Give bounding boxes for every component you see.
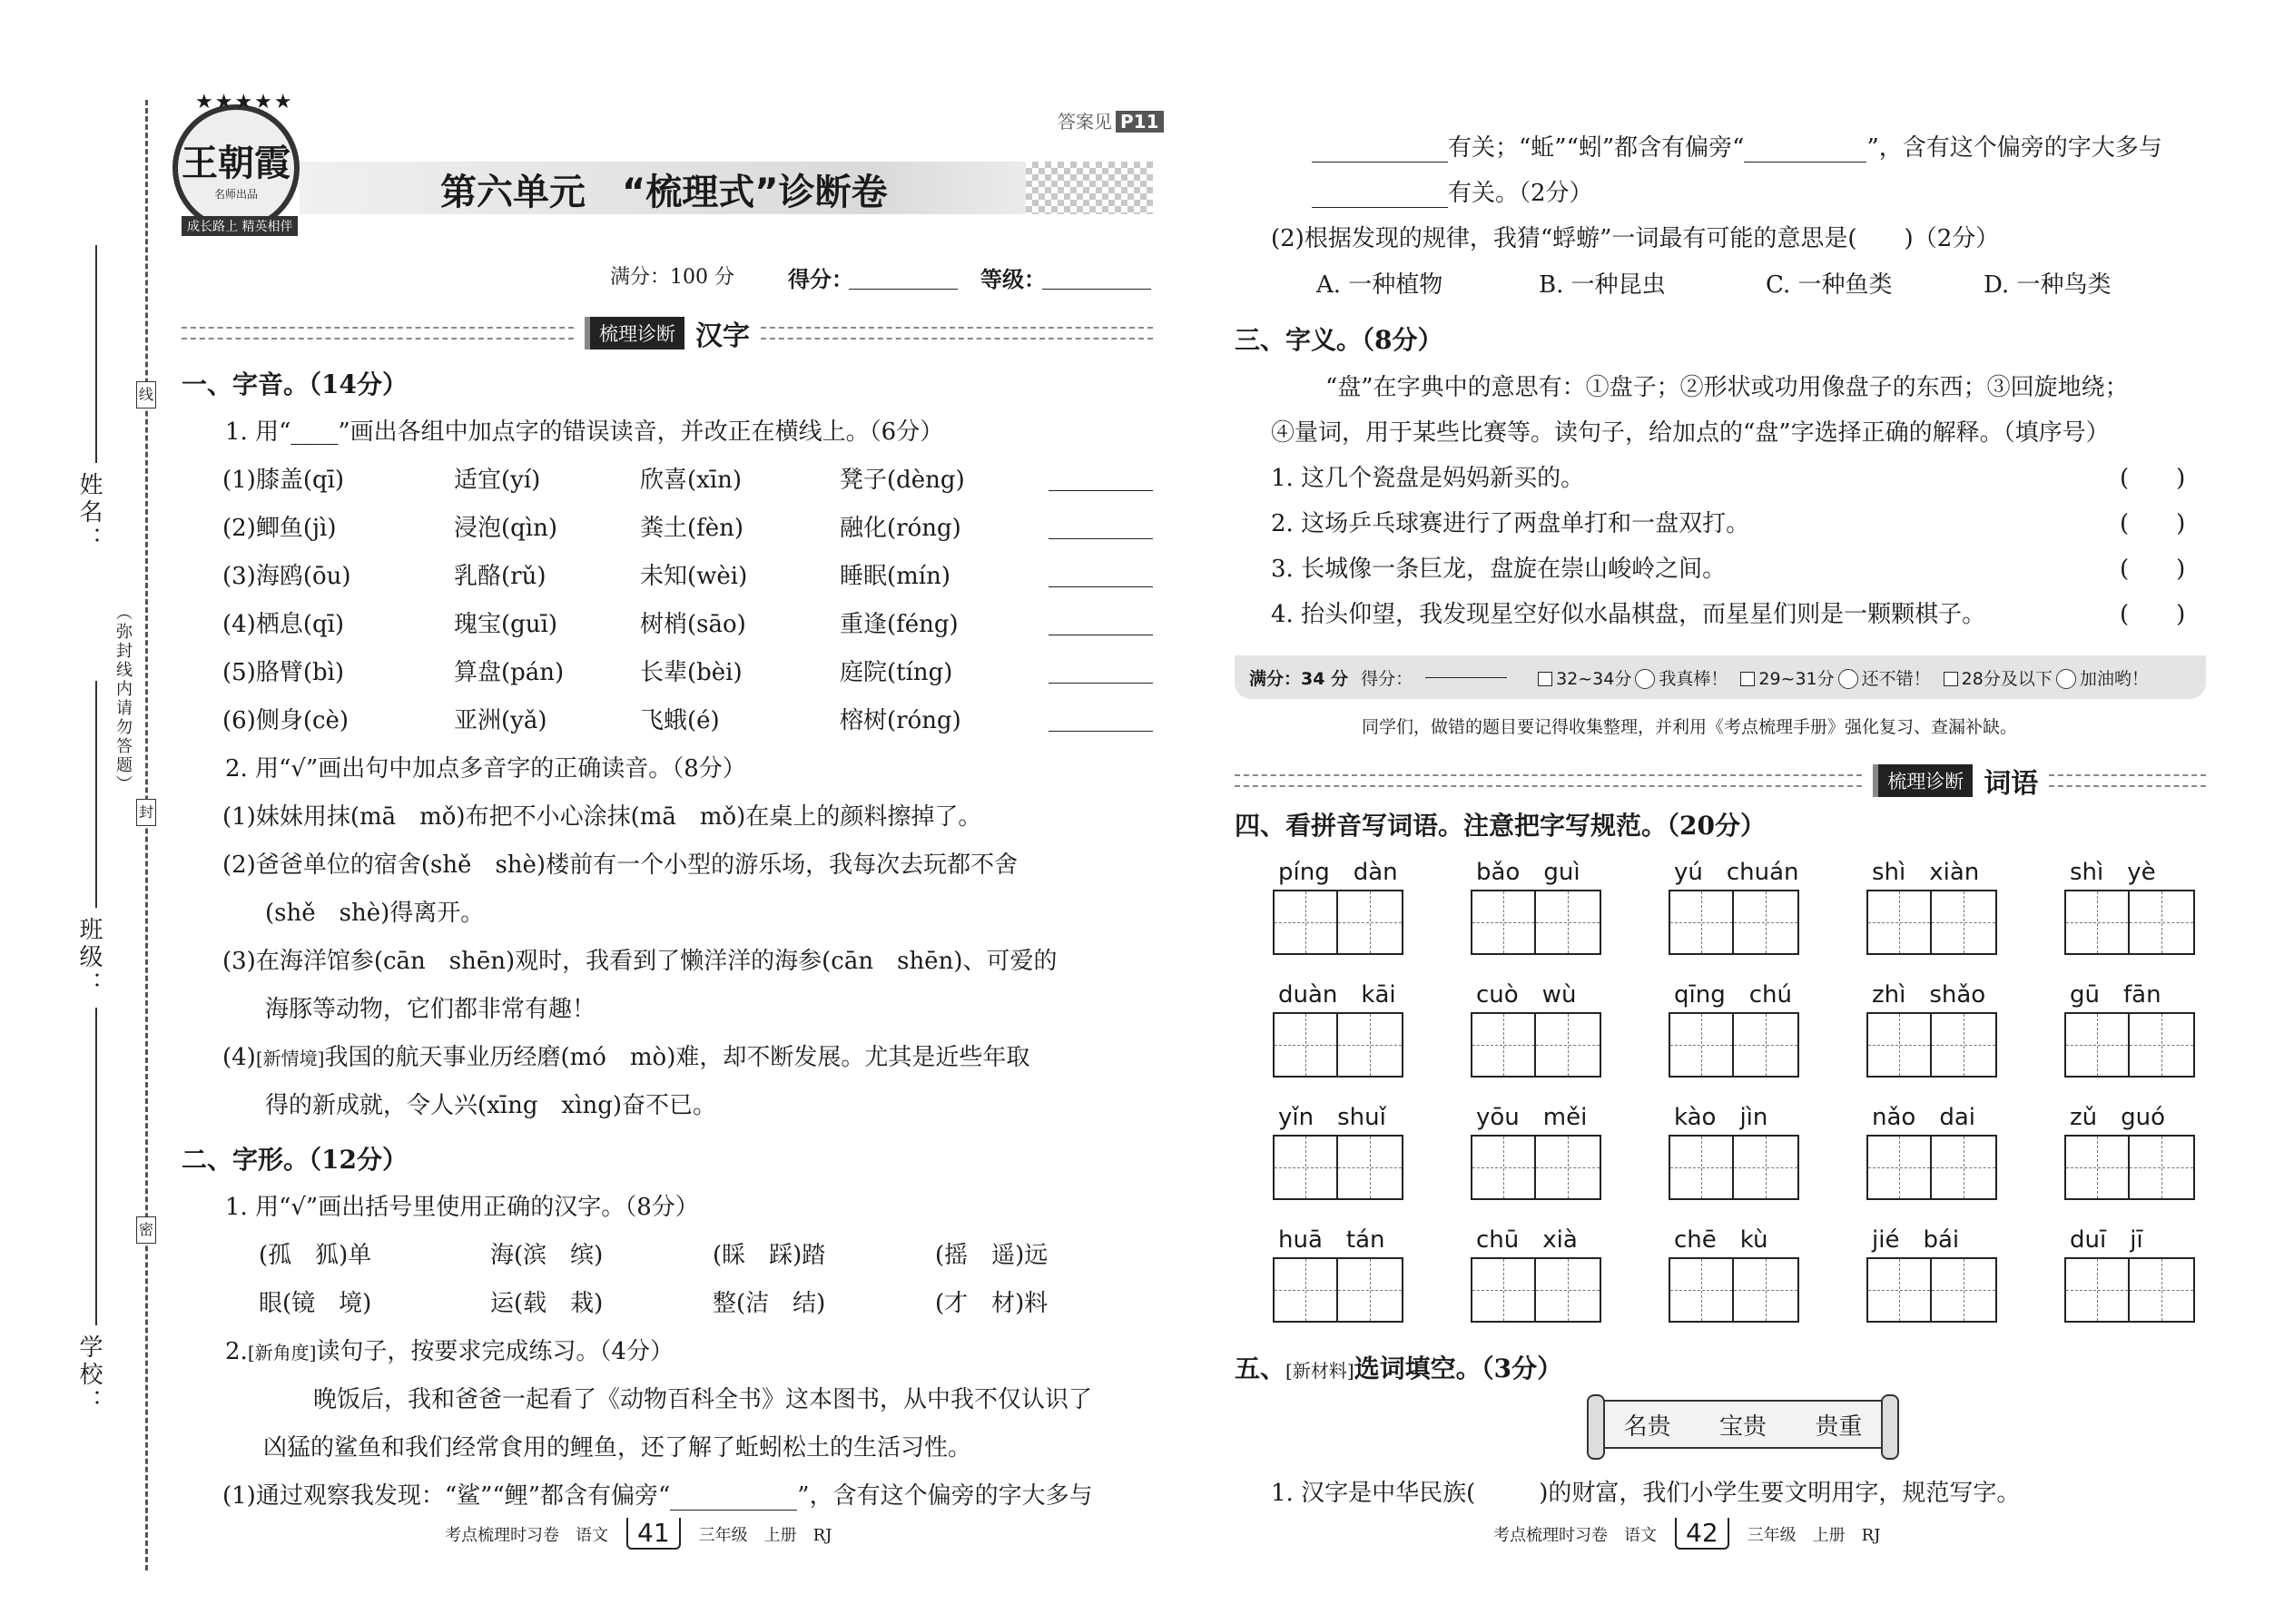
q4-pinyin-2-2: cuò wù [1476, 981, 1577, 1009]
q1-sub2: 2. 用“√”画出句中加点多音字的正确读音。（8分） [225, 755, 746, 782]
page-number-right: 42 [1675, 1518, 1729, 1550]
tianzige-cell[interactable] [1866, 1135, 1932, 1200]
tianzige-cell[interactable] [1536, 1257, 1601, 1323]
tianzige-cell[interactable] [1669, 1012, 1734, 1078]
q4-pinyin-3-2: yōu měi [1476, 1104, 1588, 1131]
name-write-line[interactable] [95, 245, 97, 463]
tianzige-cell[interactable] [1866, 890, 1932, 955]
tianzige-cell[interactable] [1866, 1257, 1932, 1323]
q1-r1-c4: 凳子(dèng) [840, 467, 965, 494]
score-label: 得分： [788, 266, 853, 292]
section-rule-right [2049, 774, 2206, 787]
tianzige-cell[interactable] [1471, 1012, 1536, 1078]
tianzige-cell[interactable] [2130, 1135, 2195, 1200]
tianzige-cell[interactable] [1932, 1135, 1997, 1200]
tianzige-cell[interactable] [1338, 1012, 1403, 1078]
q1-title: 一、字音。（14分） [182, 369, 408, 399]
binding-dashed-line [145, 100, 148, 1570]
q4-writing-grid-2-5[interactable] [2064, 1012, 2195, 1078]
footer-right-book: 考点梳理时习卷 语文 [1493, 1525, 1657, 1545]
grade-label: 等级： [980, 266, 1046, 292]
q4-pinyin-3-5: zǔ guó [2070, 1104, 2166, 1131]
q1-s3b: 海豚等动物，它们都非常有趣！ [265, 996, 596, 1023]
q1-r4-c1: (4)栖息(qī) [222, 611, 345, 638]
footer-left-grade: 三年级 上册 RJ [698, 1525, 832, 1545]
q4-writing-grid-3-4[interactable] [1866, 1135, 1997, 1200]
tianzige-cell[interactable] [1338, 890, 1403, 955]
q1-r6-c1: (6)侧身(cè) [222, 707, 350, 734]
bar-score-label: 得分： [1361, 668, 1413, 689]
q4-pinyin-2-5: gū fān [2070, 981, 2161, 1009]
footer-right-grade: 三年级 上册 RJ [1747, 1525, 1881, 1545]
q1-s2a: (2)爸爸单位的宿舍(shě shè)楼前有一个小型的游乐场，我每次去玩都不舍 [222, 851, 1019, 879]
q4-writing-grid-3-5[interactable] [2064, 1135, 2195, 1200]
bar-score-field[interactable] [1425, 677, 1507, 678]
word-bank-item-3: 贵重 [1815, 1412, 1863, 1441]
q1-r2-c4: 融化(róng) [840, 515, 961, 542]
checkbox-icon[interactable] [1538, 672, 1552, 686]
word-bank-item-1: 名贵 [1623, 1412, 1671, 1441]
section-ciyu-header [1235, 761, 2206, 801]
q4-pinyin-3-1: yǐn shuǐ [1278, 1104, 1386, 1131]
tianzige-cell[interactable] [1273, 1257, 1338, 1323]
seal-xian: 线 [136, 381, 156, 408]
q2-r2-c2: 运(载 栽) [490, 1290, 604, 1317]
reminder-text: 同学们，做错的题目要记得收集整理，并利用《考点梳理手册》强化复习、查漏补缺。 [1362, 717, 2018, 737]
q2-para2: 凶猛的鲨鱼和我们经常食用的鲤鱼，还了解了蚯蚓松土的生活习性。 [263, 1434, 972, 1462]
q4-pinyin-2-3: qīng chú [1674, 981, 1792, 1009]
q4-writing-grid-3-3[interactable] [1669, 1135, 1799, 1200]
q3-item-2: 2. 这场乒乓球赛进行了两盘单打和一盘双打。 [1271, 510, 1750, 537]
q1-r1-answer[interactable] [1049, 490, 1153, 491]
q2-r2-c4: (才 材)料 [935, 1290, 1049, 1317]
word-bank-scroll [1598, 1400, 1888, 1449]
tianzige-cell[interactable] [1669, 1135, 1734, 1200]
q4-writing-grid-1-2[interactable] [1471, 890, 1601, 955]
q4-pinyin-2-4: zhì shǎo [1872, 981, 1986, 1009]
q1-s4: (4)[新情境]我国的航天事业历经磨(mó mò)难，却不断发展。尤其是近些年取 [222, 1044, 1030, 1071]
q2-q1-line2: 有关；“蚯”“蚓”都含有偏旁“ ”，含有这个偏旁的字大多与 [1312, 129, 2162, 162]
q2-option-c[interactable]: C. 一种鱼类 [1766, 271, 1893, 299]
q2-q2: (2)根据发现的规律，我猜“蜉蝣”一词最有可能的意思是( )（2分） [1271, 225, 2000, 252]
q1-r2-c1: (2)鲫鱼(jì) [222, 515, 337, 542]
q2-r1-c4: (摇 遥)远 [935, 1242, 1049, 1269]
new-context-tag: [新情境] [255, 1048, 325, 1069]
q4-writing-grid-2-1[interactable] [1273, 1012, 1403, 1078]
q1-sub1: 1. 用“____”画出各组中加点字的错误读音，并改正在横线上。（6分） [225, 418, 944, 446]
q4-pinyin-4-2: chū xià [1476, 1226, 1578, 1254]
smile-face-icon [1838, 669, 1858, 689]
logo-stars-icon: ★★★★★ [195, 91, 294, 113]
logo-slogan: 成长路上 精英相伴 [182, 216, 298, 236]
tianzige-cell[interactable] [1338, 1257, 1403, 1323]
q4-pinyin-1-5: shì yè [2070, 859, 2156, 886]
page-title: 第六单元 “梳理式”诊断卷 [440, 172, 888, 213]
q4-pinyin-1-3: yú chuán [1674, 859, 1799, 886]
q4-writing-grid-4-4[interactable] [1866, 1257, 1997, 1323]
q5-s1: 1. 汉字是中华民族( )的财富，我们小学生要文明用字，规范写字。 [1271, 1480, 2021, 1507]
section-badge: 梳理诊断 [585, 317, 684, 349]
tianzige-cell[interactable] [1669, 890, 1734, 955]
tianzige-cell[interactable] [2130, 1012, 2195, 1078]
q1-r3-answer[interactable] [1049, 586, 1153, 587]
section-rule-right [761, 327, 1153, 340]
q1-r5-c2: 算盘(pán) [454, 659, 565, 686]
tianzige-cell[interactable] [1273, 1135, 1338, 1200]
q4-title: 四、看拼音写词语。注意把字写规范。（20分） [1235, 811, 1766, 841]
section-badge: 梳理诊断 [1873, 764, 1973, 797]
q1-r4-c2: 瑰宝(guī) [454, 611, 557, 638]
q3-answer-4[interactable]: ( ) [2120, 601, 2186, 628]
tianzige-cell[interactable] [2130, 890, 2195, 955]
q4-writing-grid-2-2[interactable] [1471, 1012, 1601, 1078]
q1-r1-c1: (1)膝盖(qī) [222, 467, 345, 494]
tianzige-cell[interactable] [1932, 890, 1997, 955]
q2-title: 二、字形。（12分） [182, 1145, 408, 1175]
footer-right [1493, 1518, 1880, 1550]
q4-pinyin-1-1: píng dàn [1278, 859, 1398, 886]
q1-s3a: (3)在海洋馆参(cān shēn)观时，我看到了懒洋洋的海参(cān shēn)、可爱的 [222, 948, 1058, 975]
q1-r6-c4: 榕树(róng) [840, 707, 961, 734]
q2-option-a[interactable]: A. 一种植物 [1316, 271, 1443, 299]
new-material-tag: [新材料] [1285, 1360, 1354, 1382]
q1-r1-c3: 欣喜(xīn) [640, 467, 743, 494]
q1-r6-answer[interactable] [1049, 731, 1153, 732]
section-rule-left [182, 327, 574, 340]
tianzige-cell[interactable] [1669, 1257, 1734, 1323]
tianzige-cell[interactable] [2064, 890, 2130, 955]
self-score-bar [1235, 655, 2206, 699]
q3-item-1: 1. 这几个瓷盘是妈妈新买的。 [1271, 465, 1585, 492]
logo-sub1: 名师出品 [213, 188, 258, 201]
tianzige-cell[interactable] [1471, 1257, 1536, 1323]
q2-r1-c2: 海(滨 缤) [490, 1242, 604, 1269]
q1-r1-c2: 适宜(yí) [454, 467, 541, 494]
section-name: 词语 [1984, 768, 2039, 800]
q2-para1: 晚饭后，我和爸爸一起看了《动物百科全书》这本图书，从中我不仅认识了 [313, 1386, 1093, 1413]
q3-item-4: 4. 抬头仰望，我发现星空好似水晶棋盘，而星星们则是一颗颗棋子。 [1271, 601, 1986, 628]
q4-writing-grid-1-1[interactable] [1273, 890, 1403, 955]
tianzige-cell[interactable] [2064, 1135, 2130, 1200]
q2-r2-c1: 眼(镜 境) [259, 1290, 372, 1317]
tianzige-cell[interactable] [2130, 1257, 2195, 1323]
q3-item-3: 3. 长城像一条巨龙，盘旋在崇山峻岭之间。 [1271, 556, 1727, 583]
tianzige-cell[interactable] [1536, 890, 1601, 955]
section-name: 汉字 [695, 320, 750, 352]
q4-pinyin-1-4: shì xiàn [1872, 859, 1980, 886]
q1-r5-c4: 庭院(tíng) [840, 659, 953, 686]
q4-writing-grid-4-3[interactable] [1669, 1257, 1799, 1323]
q1-s2b: (shě shè)得离开。 [265, 900, 485, 927]
tianzige-cell[interactable] [1338, 1135, 1403, 1200]
q2-option-d[interactable]: D. 一种鸟类 [1984, 271, 2112, 299]
q2-q1-line3: 有关。（2分） [1312, 174, 1593, 208]
answer-ref: 答案见 P11 [1058, 107, 1164, 133]
q2-r2-c3: 整(洁 结) [713, 1290, 826, 1317]
new-angle-tag: [新角度] [247, 1342, 317, 1363]
q1-s4b: 得的新成就，令人兴(xīng xìng)奋不已。 [265, 1092, 717, 1119]
q1-s1: (1)妹妹用抹(mā mǒ)布把不小心涂抹(mā mǒ)在桌上的颜料擦掉了。 [222, 803, 982, 831]
bar-opt3[interactable]: 28分及以下 加油哟！ [1944, 665, 2149, 690]
q1-r5-answer[interactable] [1049, 683, 1153, 684]
score-field[interactable] [849, 289, 958, 290]
q4-writing-grid-1-5[interactable] [2064, 890, 2195, 955]
q2-option-b[interactable]: B. 一种昆虫 [1539, 271, 1666, 299]
q1-r2-answer[interactable] [1049, 538, 1153, 539]
tianzige-cell[interactable] [1734, 890, 1799, 955]
q4-writing-grid-3-2[interactable] [1471, 1135, 1601, 1200]
word-bank-item-2: 宝贵 [1718, 1412, 1767, 1441]
q1-r3-c3: 未知(wèi) [640, 563, 748, 590]
q1-r2-c3: 粪土(fèn) [640, 515, 744, 542]
q2-meaning-blank-2[interactable] [1312, 207, 1448, 208]
q4-pinyin-3-3: kào jìn [1674, 1104, 1768, 1131]
name-label: 姓名： [75, 472, 103, 554]
q3-intro1: “盘”在字典中的意思有：①盘子；②形状或功用像盘子的东西；③回旋地绕； [1325, 374, 2129, 401]
q3-title: 三、字义。（8分） [1235, 325, 1443, 355]
q4-pinyin-4-5: duī jī [2070, 1226, 2143, 1254]
tianzige-cell[interactable] [1932, 1257, 1997, 1323]
grade-field[interactable] [1042, 289, 1151, 290]
q2-r1-c1: (孤 狐)单 [259, 1242, 372, 1269]
tianzige-cell[interactable] [1536, 1135, 1601, 1200]
q2-sub2: 2.[新角度]读句子，按要求完成练习。（4分） [225, 1338, 674, 1365]
tianzige-cell[interactable] [1932, 1012, 1997, 1078]
q4-pinyin-4-4: jié bái [1872, 1226, 1960, 1254]
q4-pinyin-1-2: bǎo guì [1476, 859, 1580, 886]
q2-r1-c3: (睬 踩)踏 [713, 1242, 826, 1269]
q2-radical-blank-1[interactable] [670, 1510, 797, 1511]
q1-r3-c1: (3)海鸥(ōu) [222, 563, 351, 590]
q1-r5-c3: 长辈(bèi) [640, 659, 743, 686]
checkbox-icon[interactable] [1740, 672, 1755, 686]
seal-feng: 封 [136, 799, 156, 826]
q4-writing-grid-4-5[interactable] [2064, 1257, 2195, 1323]
bar-opt1[interactable]: 32~34分 我真棒！ [1538, 665, 1728, 690]
tianzige-cell[interactable] [1273, 1012, 1338, 1078]
seal-mi: 密 [136, 1216, 156, 1244]
q1-r6-c2: 亚洲(yǎ) [454, 707, 547, 734]
section-hanzi-header [182, 313, 1153, 353]
q1-r3-c2: 乳酪(rǔ) [454, 563, 546, 590]
tianzige-cell[interactable] [1734, 1012, 1799, 1078]
school-write-line[interactable] [95, 1008, 97, 1325]
q2-sub1: 1. 用“√”画出括号里使用正确的汉字。（8分） [225, 1194, 699, 1221]
q4-pinyin-2-1: duàn kāi [1278, 981, 1396, 1009]
tianzige-cell[interactable] [1471, 1135, 1536, 1200]
q1-r4-c4: 重逢(féng) [840, 611, 959, 638]
page-number-left: 41 [626, 1518, 681, 1550]
tianzige-cell[interactable] [1471, 890, 1536, 955]
q4-writing-grid-3-1[interactable] [1273, 1135, 1403, 1200]
q4-pinyin-4-1: huā tán [1278, 1226, 1385, 1254]
q4-pinyin-3-4: nǎo dai [1872, 1104, 1975, 1131]
tianzige-cell[interactable] [1734, 1257, 1799, 1323]
q5-title: 五、[新材料]选词填空。（3分） [1235, 1353, 1563, 1383]
q4-writing-grid-1-4[interactable] [1866, 890, 1997, 955]
section-rule-left [1235, 774, 1862, 787]
q3-answer-2[interactable]: ( ) [2120, 510, 2186, 537]
q4-writing-grid-2-3[interactable] [1669, 1012, 1799, 1078]
tianzige-cell[interactable] [1273, 890, 1338, 955]
class-write-line[interactable] [95, 681, 97, 908]
full-score: 满分：100 分 [610, 266, 734, 289]
bar-full-score: 满分：34 分 [1249, 668, 1349, 689]
q1-r6-c3: 飞蛾(é) [640, 707, 720, 734]
q4-pinyin-4-3: chē kù [1674, 1226, 1768, 1254]
brand-logo [172, 104, 300, 231]
q4-writing-grid-2-4[interactable] [1866, 1012, 1997, 1078]
bar-opt2[interactable]: 29~31分 还不错！ [1740, 665, 1930, 690]
school-label: 学校： [75, 1334, 103, 1416]
q3-intro2: ④量词，用于某些比赛等。读句子，给加点的“盘”字选择正确的解释。（填序号） [1271, 419, 2110, 447]
tianzige-cell[interactable] [2064, 1257, 2130, 1323]
tianzige-cell[interactable] [1866, 1012, 1932, 1078]
class-label: 班级： [75, 917, 103, 999]
footer-left [445, 1518, 832, 1550]
q1-r4-c3: 树梢(sāo) [640, 611, 746, 638]
q2-q1-line1: (1)通过观察我发现：“鲨”“鲤”都含有偏旁“ ”，含有这个偏旁的字大多与 [222, 1482, 1093, 1510]
cheer-face-icon [2056, 669, 2076, 689]
tianzige-cell[interactable] [1734, 1135, 1799, 1200]
star-face-icon [1635, 669, 1655, 689]
q3-answer-3[interactable]: ( ) [2120, 556, 2186, 583]
q4-writing-grid-4-1[interactable] [1273, 1257, 1403, 1323]
checkbox-icon[interactable] [1944, 672, 1958, 686]
q1-r3-c4: 睡眠(mín) [840, 563, 951, 590]
q1-r5-c1: (5)胳臂(bì) [222, 659, 345, 686]
binding-note: （弥封线内请勿答题） [113, 604, 133, 794]
tianzige-cell[interactable] [2064, 1012, 2130, 1078]
logo-brand: 王朝霞 [182, 142, 290, 184]
q1-r2-c2: 浸泡(qìn) [454, 515, 557, 542]
tianzige-cell[interactable] [1536, 1012, 1601, 1078]
q3-answer-1[interactable]: ( ) [2120, 465, 2186, 492]
q4-writing-grid-4-2[interactable] [1471, 1257, 1601, 1323]
title-banner-pattern [1026, 162, 1153, 214]
q4-writing-grid-1-3[interactable] [1669, 890, 1799, 955]
footer-left-book: 考点梳理时习卷 语文 [445, 1525, 608, 1545]
